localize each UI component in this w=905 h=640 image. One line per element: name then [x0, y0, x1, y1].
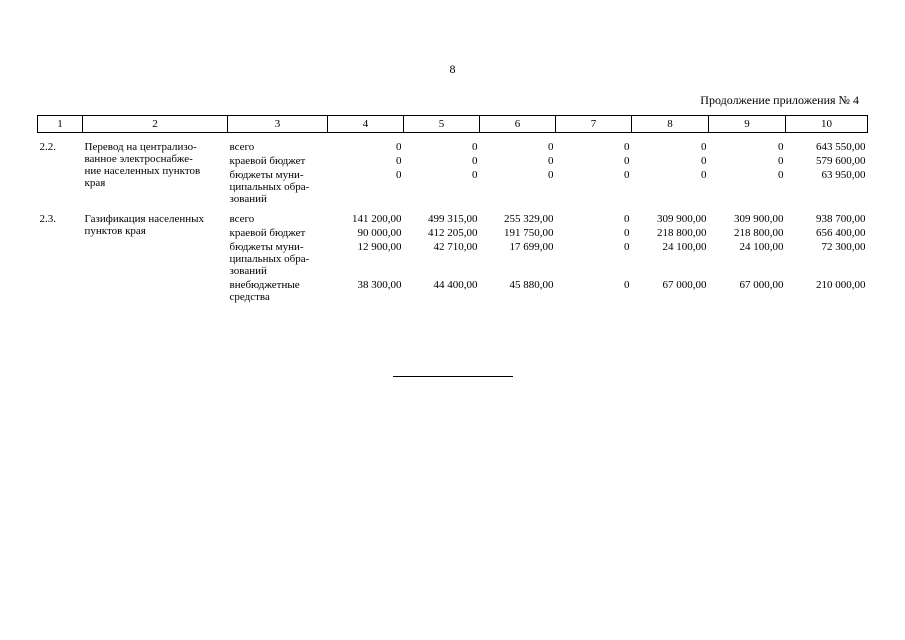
amount-cell: 90 000,00 — [357, 227, 402, 239]
column-header: 3 — [228, 116, 328, 133]
amount-cell: 42 710,00 — [433, 241, 478, 253]
column-header: 9 — [709, 116, 786, 133]
amount-cell: 0 — [701, 169, 707, 181]
amount-cell: 210 000,00 — [816, 279, 866, 291]
amount-cell: 72 300,00 — [821, 241, 866, 253]
amount-cell: 0 — [548, 141, 554, 153]
amount-cell: 12 900,00 — [357, 241, 402, 253]
funding-source: бюджеты муни- ципальных обра- зований — [229, 169, 310, 205]
amount-cell: 17 699,00 — [509, 241, 554, 253]
amount-cell: 499 315,00 — [428, 213, 478, 225]
amount-cell: 0 — [396, 169, 402, 181]
amount-cell: 141 200,00 — [352, 213, 402, 225]
amount-cell: 309 900,00 — [657, 213, 707, 225]
appendix-caption: Продолжение приложения № 4 — [700, 93, 859, 107]
amount-cell: 0 — [624, 155, 630, 167]
amount-cell: 0 — [624, 169, 630, 181]
amount-cell: 656 400,00 — [816, 227, 866, 239]
table-row — [38, 139, 868, 153]
table-row — [38, 211, 868, 225]
amount-cell: 218 800,00 — [734, 227, 784, 239]
column-header: 2 — [83, 116, 228, 133]
funding-source: всего — [229, 213, 255, 225]
funding-source: внебюджетные средства — [229, 279, 300, 303]
amount-cell: 0 — [778, 141, 784, 153]
amount-cell: 0 — [624, 279, 630, 291]
amount-cell: 24 100,00 — [739, 241, 784, 253]
amount-cell: 309 900,00 — [734, 213, 784, 225]
amount-cell: 45 880,00 — [509, 279, 554, 291]
amount-cell: 0 — [624, 241, 630, 253]
end-separator-line — [393, 376, 513, 377]
amount-cell: 218 800,00 — [657, 227, 707, 239]
amount-cell: 0 — [396, 155, 402, 167]
column-header: 6 — [480, 116, 556, 133]
column-header: 5 — [404, 116, 480, 133]
funding-source: всего — [229, 141, 255, 153]
table-body — [38, 133, 868, 304]
column-header: 7 — [556, 116, 632, 133]
column-header: 8 — [632, 116, 709, 133]
amount-cell: 63 950,00 — [821, 169, 866, 181]
amount-cell: 44 400,00 — [433, 279, 478, 291]
column-header: 4 — [328, 116, 404, 133]
amount-cell: 24 100,00 — [662, 241, 707, 253]
amount-cell: 0 — [778, 169, 784, 181]
amount-cell: 0 — [701, 155, 707, 167]
item-name: Газификация населенных пунктов края — [84, 213, 205, 237]
item-code: 2.2. — [39, 141, 56, 153]
amount-cell: 191 750,00 — [504, 227, 554, 239]
amount-cell: 0 — [624, 141, 630, 153]
funding-source: краевой бюджет — [229, 155, 306, 167]
amount-cell: 0 — [472, 141, 478, 153]
amount-cell: 0 — [778, 155, 784, 167]
header-row — [38, 116, 868, 133]
item-code: 2.3. — [39, 213, 56, 225]
amount-cell: 412 205,00 — [428, 227, 478, 239]
funding-source: краевой бюджет — [229, 227, 306, 239]
budget-table — [37, 115, 868, 303]
amount-cell: 643 550,00 — [816, 141, 866, 153]
amount-cell: 255 329,00 — [504, 213, 554, 225]
table-header — [38, 116, 868, 133]
column-header: 1 — [38, 116, 83, 133]
funding-source: бюджеты муни- ципальных обра- зований — [229, 241, 310, 277]
amount-cell: 938 700,00 — [816, 213, 866, 225]
amount-cell: 67 000,00 — [662, 279, 707, 291]
amount-cell: 67 000,00 — [739, 279, 784, 291]
amount-cell: 0 — [472, 155, 478, 167]
amount-cell: 0 — [472, 169, 478, 181]
amount-cell: 0 — [624, 213, 630, 225]
amount-cell: 38 300,00 — [357, 279, 402, 291]
page-number: 8 — [449, 62, 456, 76]
item-name: Перевод на централизо- ванное электроснабже- ние населенных пунктов края — [84, 141, 201, 189]
amount-cell: 0 — [396, 141, 402, 153]
column-header: 10 — [786, 116, 868, 133]
amount-cell: 0 — [624, 227, 630, 239]
amount-cell: 0 — [548, 169, 554, 181]
amount-cell: 579 600,00 — [816, 155, 866, 167]
amount-cell: 0 — [548, 155, 554, 167]
amount-cell: 0 — [701, 141, 707, 153]
